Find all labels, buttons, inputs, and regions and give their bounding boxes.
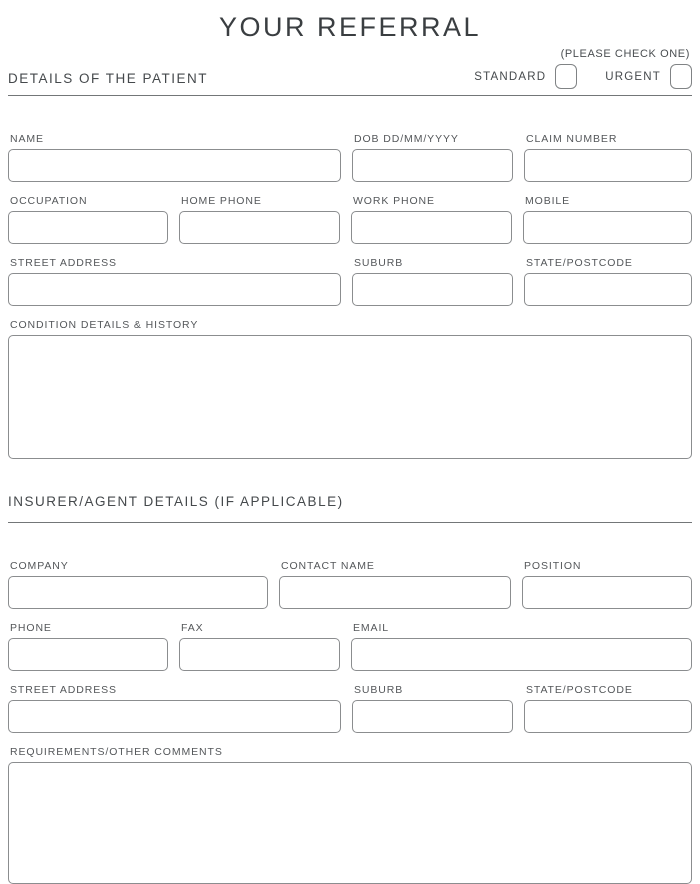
claim-number-label: CLAIM NUMBER bbox=[526, 133, 618, 145]
patient-row-2 bbox=[8, 195, 692, 244]
claim-number-input[interactable] bbox=[524, 149, 692, 182]
requirements-textarea[interactable] bbox=[8, 762, 692, 884]
name-label: NAME bbox=[10, 133, 44, 145]
company-input[interactable] bbox=[8, 576, 268, 609]
field-position bbox=[522, 560, 692, 609]
insurer-suburb-input[interactable] bbox=[352, 700, 513, 733]
patient-street-input[interactable] bbox=[8, 273, 341, 306]
patient-state-input[interactable] bbox=[524, 273, 692, 306]
insurer-suburb-label: SUBURB bbox=[354, 684, 404, 696]
dob-input[interactable] bbox=[352, 149, 513, 182]
urgent-label: URGENT bbox=[605, 70, 661, 83]
field-patient-street bbox=[8, 257, 341, 306]
work-phone-label: WORK PHONE bbox=[353, 195, 435, 207]
field-work-phone bbox=[351, 195, 512, 244]
company-label: COMPANY bbox=[10, 560, 69, 572]
field-dob bbox=[352, 133, 513, 182]
insurer-street-input[interactable] bbox=[8, 700, 341, 733]
name-input[interactable] bbox=[8, 149, 341, 182]
condition-details-label: CONDITION DETAILS & HISTORY bbox=[10, 319, 199, 331]
field-insurer-suburb bbox=[352, 684, 513, 733]
field-condition-details bbox=[8, 319, 692, 459]
patient-suburb-label: SUBURB bbox=[354, 257, 404, 269]
insurer-row-1 bbox=[8, 560, 692, 609]
fax-label: FAX bbox=[181, 622, 204, 634]
field-company bbox=[8, 560, 268, 609]
urgent-checkbox[interactable] bbox=[670, 64, 692, 89]
position-label: POSITION bbox=[524, 560, 582, 572]
contact-name-label: CONTACT NAME bbox=[281, 560, 375, 572]
phone-input[interactable] bbox=[8, 638, 168, 671]
requirements-label: REQUIREMENTS/OTHER COMMENTS bbox=[10, 746, 223, 758]
fax-input[interactable] bbox=[179, 638, 340, 671]
insurer-state-label: STATE/POSTCODE bbox=[526, 684, 633, 696]
patient-section-title: DETAILS OF THE PATIENT bbox=[8, 71, 209, 86]
field-contact-name bbox=[279, 560, 511, 609]
mobile-label: MOBILE bbox=[525, 195, 571, 207]
home-phone-input[interactable] bbox=[179, 211, 340, 244]
field-insurer-street bbox=[8, 684, 341, 733]
insurer-street-label: STREET ADDRESS bbox=[10, 684, 117, 696]
check-one-note: (PLEASE CHECK ONE) bbox=[560, 48, 690, 60]
insurer-row-2 bbox=[8, 622, 692, 671]
insurer-state-input[interactable] bbox=[524, 700, 692, 733]
field-patient-suburb bbox=[352, 257, 513, 306]
priority-options bbox=[474, 64, 692, 89]
patient-street-label: STREET ADDRESS bbox=[10, 257, 117, 269]
patient-suburb-input[interactable] bbox=[352, 273, 513, 306]
dob-label: DOB DD/MM/YYYY bbox=[354, 133, 459, 145]
patient-row-1 bbox=[8, 133, 692, 182]
occupation-input[interactable] bbox=[8, 211, 168, 244]
field-claim-number bbox=[524, 133, 692, 182]
field-mobile bbox=[523, 195, 692, 244]
insurer-section-title: INSURER/AGENT DETAILS (IF APPLICABLE) bbox=[8, 494, 344, 509]
standard-checkbox[interactable] bbox=[555, 64, 577, 89]
field-occupation bbox=[8, 195, 168, 244]
patient-row-3 bbox=[8, 257, 692, 306]
field-fax bbox=[179, 622, 340, 671]
email-label: EMAIL bbox=[353, 622, 390, 634]
field-home-phone bbox=[179, 195, 340, 244]
work-phone-input[interactable] bbox=[351, 211, 512, 244]
field-email bbox=[351, 622, 692, 671]
contact-name-input[interactable] bbox=[279, 576, 511, 609]
field-name bbox=[8, 133, 341, 182]
insurer-section-bar bbox=[8, 494, 692, 523]
field-requirements bbox=[8, 746, 692, 884]
patient-state-label: STATE/POSTCODE bbox=[526, 257, 633, 269]
mobile-input[interactable] bbox=[523, 211, 692, 244]
email-input[interactable] bbox=[351, 638, 692, 671]
field-phone bbox=[8, 622, 168, 671]
page-title: YOUR REFERRAL bbox=[218, 12, 482, 42]
field-patient-state bbox=[524, 257, 692, 306]
home-phone-label: HOME PHONE bbox=[181, 195, 262, 207]
insurer-row-3 bbox=[8, 684, 692, 733]
standard-label: STANDARD bbox=[474, 70, 547, 83]
field-insurer-state bbox=[524, 684, 692, 733]
patient-section-bar bbox=[8, 64, 692, 96]
condition-details-textarea[interactable] bbox=[8, 335, 692, 459]
position-input[interactable] bbox=[522, 576, 692, 609]
occupation-label: OCCUPATION bbox=[10, 195, 88, 207]
phone-label: PHONE bbox=[10, 622, 52, 634]
